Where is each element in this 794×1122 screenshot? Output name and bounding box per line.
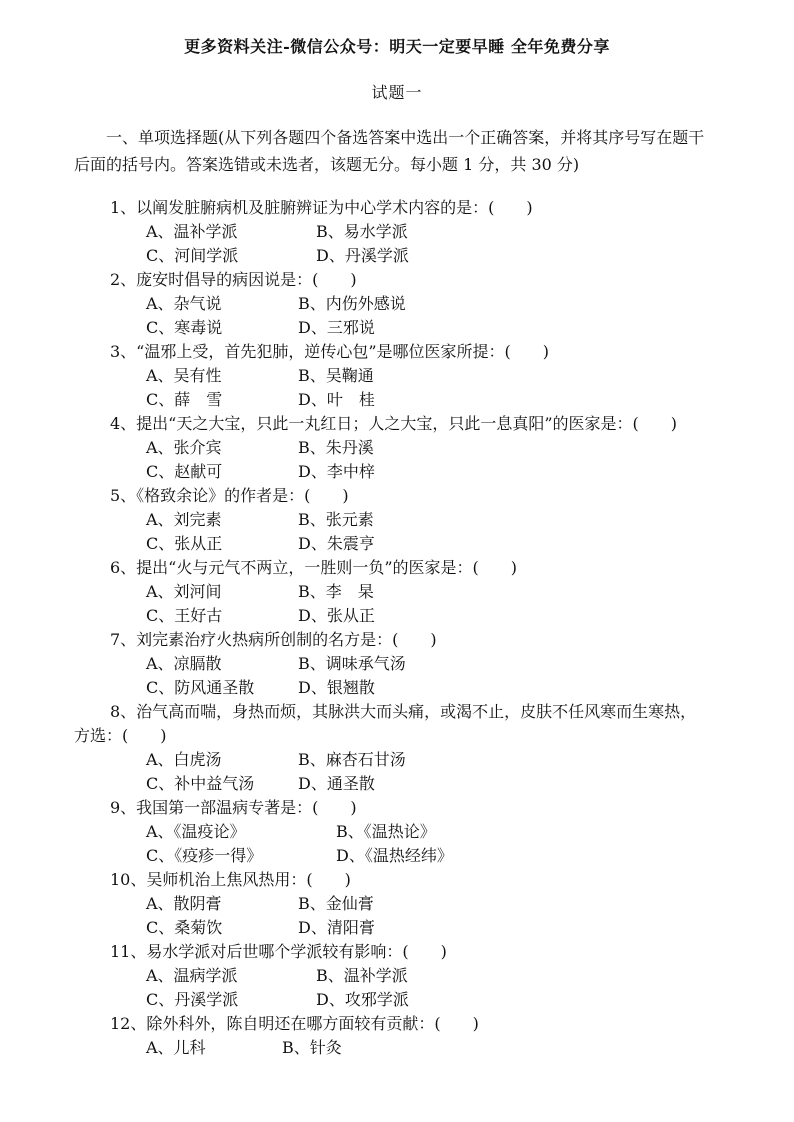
- option-b: B、麻杏石甘汤: [298, 750, 406, 769]
- question-item: [74, 412, 714, 484]
- option-d: D、张从正: [298, 606, 375, 625]
- question-item: [74, 628, 714, 700]
- option-b: B、金仙膏: [298, 894, 374, 913]
- option-row: [74, 1036, 714, 1060]
- option-d: D、李中梓: [298, 462, 375, 481]
- question-item: [74, 796, 714, 868]
- question-stem: 6、提出“火与元气不两立，一胜则一负”的医家是：( ): [110, 558, 518, 577]
- promo-banner: 更多资料关注-微信公众号：明天一定要早睡 全年免费分享: [184, 37, 610, 56]
- question-stem: 2、庞安时倡导的病因说是：( ): [110, 270, 357, 289]
- option-c: C、防风通圣散: [146, 678, 255, 697]
- option-row: [74, 244, 714, 268]
- question-stem: 8、治气高而喘，身热而烦，其脉洪大而头痛，或渴不止，皮肤不任风寒而生寒热，方选：( ): [74, 702, 697, 745]
- question-item: [74, 940, 714, 1012]
- question-stem: 3、“温邪上受，首先犯肺，逆传心包”是哪位医家所提：( ): [110, 342, 550, 361]
- question-item: [74, 484, 714, 556]
- option-b: B、张元素: [298, 510, 374, 529]
- option-row: [74, 652, 714, 676]
- option-c: C、寒毒说: [146, 318, 223, 337]
- option-row: [74, 364, 714, 388]
- option-a: A、《温疫论》: [146, 822, 246, 841]
- option-row: [74, 964, 714, 988]
- option-row: [74, 892, 714, 916]
- option-a: A、温病学派: [146, 966, 238, 985]
- question-stem: 10、吴师机治上焦风热用：( ): [110, 870, 351, 889]
- option-d: D、丹溪学派: [316, 246, 409, 265]
- question-list: [74, 196, 714, 1060]
- option-row: [74, 676, 714, 700]
- question-item: [74, 700, 714, 796]
- option-a: A、吴有性: [146, 366, 222, 385]
- section-instruction: 一、单项选择题(从下列各题四个备选答案中选出一个正确答案，并将其序号写在题干后面的括号内。答案选错或未选者，该题无分。每小题 1 分，共 30 分): [74, 128, 705, 174]
- question-item: [74, 868, 714, 940]
- option-row: [74, 388, 714, 412]
- option-c: C、薛 雪: [146, 390, 223, 409]
- option-b: B、内伤外感说: [298, 294, 406, 313]
- option-a: A、儿科: [146, 1038, 206, 1057]
- option-b: B、针灸: [282, 1038, 342, 1057]
- option-b: B、吴鞠通: [298, 366, 374, 385]
- question-stem: 1、以阐发脏腑病机及脏腑辨证为中心学术内容的是：( ): [110, 198, 533, 217]
- option-d: D、银翘散: [298, 678, 375, 697]
- option-row: [74, 292, 714, 316]
- option-c: C、赵献可: [146, 462, 223, 481]
- option-row: [74, 748, 714, 772]
- question-stem: 7、刘完素治疗火热病所创制的名方是：( ): [110, 630, 437, 649]
- option-row: [74, 460, 714, 484]
- option-row: [74, 220, 714, 244]
- option-a: A、白虎汤: [146, 750, 222, 769]
- option-a: A、散阴膏: [146, 894, 222, 913]
- option-a: A、刘河间: [146, 582, 222, 601]
- question-stem: 12、除外科外，陈自明还在哪方面较有贡献：( ): [110, 1014, 479, 1033]
- option-d: D、清阳膏: [298, 918, 375, 937]
- page-title: 试题一: [371, 83, 423, 102]
- option-a: A、杂气说: [146, 294, 222, 313]
- option-row: [74, 772, 714, 796]
- option-c: C、丹溪学派: [146, 990, 239, 1009]
- question-item: [74, 268, 714, 340]
- option-a: A、张介宾: [146, 438, 222, 457]
- option-c: C、王好古: [146, 606, 223, 625]
- option-d: D、攻邪学派: [316, 990, 409, 1009]
- option-row: [74, 604, 714, 628]
- option-d: D、通圣散: [298, 774, 375, 793]
- question-stem: 5、《格致余论》的作者是：( ): [110, 486, 349, 505]
- option-d: D、《温热经纬》: [336, 846, 453, 865]
- option-d: D、朱震亨: [298, 534, 375, 553]
- option-c: C、桑菊饮: [146, 918, 223, 937]
- option-c: C、补中益气汤: [146, 774, 255, 793]
- question-item: [74, 340, 714, 412]
- question-stem: 9、我国第一部温病专著是：( ): [110, 798, 357, 817]
- option-a: A、凉膈散: [146, 654, 222, 673]
- option-row: [74, 988, 714, 1012]
- option-c: C、河间学派: [146, 246, 239, 265]
- option-a: A、刘完素: [146, 510, 222, 529]
- question-stem: 4、提出“天之大宝，只此一丸红日；人之大宝，只此一息真阳”的医家是：( ): [110, 414, 678, 433]
- option-c: C、张从正: [146, 534, 223, 553]
- option-row: [74, 820, 714, 844]
- option-row: [74, 844, 714, 868]
- question-stem: 11、易水学派对后世哪个学派较有影响：( ): [110, 942, 447, 961]
- question-item: [74, 556, 714, 628]
- option-b: B、李 杲: [298, 582, 374, 601]
- option-b: B、朱丹溪: [298, 438, 374, 457]
- option-row: [74, 916, 714, 940]
- option-d: D、叶 桂: [298, 390, 375, 409]
- question-item: [74, 1012, 714, 1060]
- option-b: B、温补学派: [316, 966, 408, 985]
- question-item: [74, 196, 714, 268]
- option-b: B、《温热论》: [336, 822, 436, 841]
- option-row: [74, 532, 714, 556]
- option-row: [74, 580, 714, 604]
- option-b: B、调味承气汤: [298, 654, 406, 673]
- option-b: B、易水学派: [316, 222, 408, 241]
- option-d: D、三邪说: [298, 318, 375, 337]
- option-a: A、温补学派: [146, 222, 238, 241]
- option-row: [74, 436, 714, 460]
- option-row: [74, 316, 714, 340]
- option-c: C、《疫疹一得》: [146, 846, 263, 865]
- option-row: [74, 508, 714, 532]
